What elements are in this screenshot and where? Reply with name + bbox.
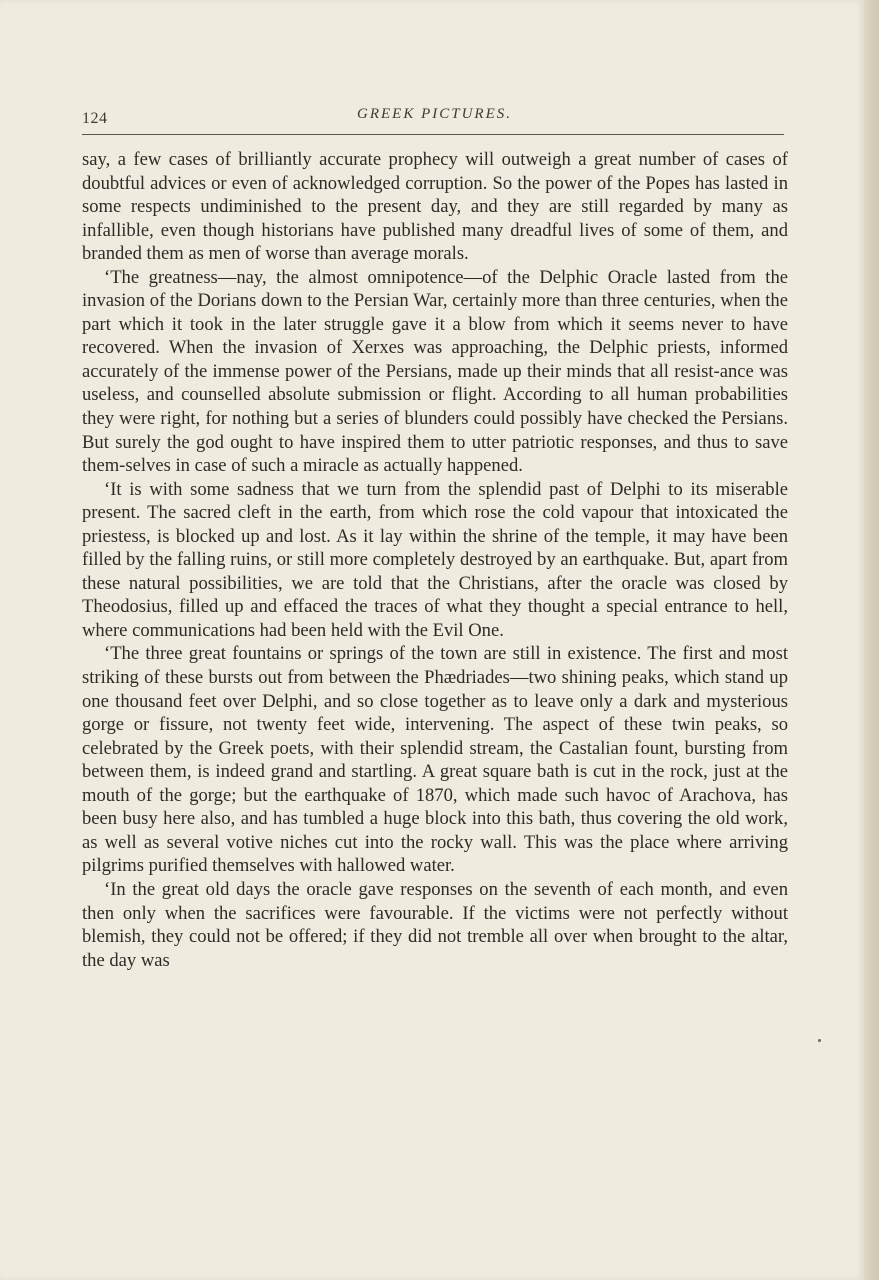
paragraph: ‘In the great old days the oracle gave responses on the seventh of each month, and even then only when the sacrifices were favourable. If the victims were not perfectly without blemish, they could not be offered; if they did not tremble all over when brought to the altar, the day was bbox=[82, 878, 788, 971]
body-text bbox=[82, 148, 788, 972]
paragraph: ‘It is with some sadness that we turn from the splendid past of Delphi to its miserable present. The sacred cleft in the earth, from which rose the cold vapour that intoxicated the priestess, is blocked up and lost. As it lay within the shrine of the temple, it may have been filled by the falling ruins, or still more completely destroyed by an earthquake. But, apart from these natural possibilities, we are told that the Christians, after the oracle was closed by Theodosius, filled up and effaced the traces of what they thought a special entrance to hell, where communications had been held with the Evil One. bbox=[82, 478, 788, 641]
page-edge bbox=[864, 0, 879, 1280]
header-rule bbox=[82, 134, 784, 135]
running-head: GREEK PICTURES. bbox=[357, 106, 512, 122]
paragraph: ‘The three great fountains or springs of the town are still in existence. The first and most striking of these bursts out from between the Phædriades—two shining peaks, which stand up one thousand feet over Delphi, and so close together as to leave only a dark and mysterious gorge or fissure, not twenty feet wide, intervening. The aspect of these twin peaks, so celebrated by the Greek poets, with their splendid stream, the Castalian fount, bursting from between them, is indeed grand and startling. A great square bath is cut in the rock, just at the mouth of the gorge; but the earthquake of 1870, which made such havoc of Arachova, has been busy here also, and has tumbled a huge block into this bath, thus covering the old work, as well as several votive niches cut into the rocky wall. This was the place where arriving pilgrims purified themselves with hallowed water. bbox=[82, 643, 788, 877]
page-header bbox=[82, 104, 787, 134]
paragraph: say, a few cases of brilliantly accurate prophecy will outweigh a great number of cases of doubtful advices or even of acknowledged corruption. So the power of the Popes has lasted in some respects undiminished to the present day, and they are still regarded by many as infallible, even though historians have published many dreadful lives of some of them, and branded them as men of worse than average morals. bbox=[82, 149, 788, 265]
ink-speck bbox=[818, 1039, 821, 1042]
page-number: 124 bbox=[82, 110, 108, 127]
paragraph: ‘The greatness—nay, the almost omnipotence—of the Delphic Oracle lasted from the invasion of the Dorians down to the Persian War, certainly more than three centuries, when the part which it took in the later struggle gave it a blow from which it seems never to have recovered. When the invasion of Xerxes was approaching, the Delphic priests, informed accurately of the immense power of the Persians, made up their minds that all resist-ance was useless, and counselled absolute submission or flight. According to all human probabilities they were right, for nothing but a series of blunders could possibly have checked the Persians. But surely the god ought to have inspired them to utter patriotic responses, and thus to save them-selves in case of such a miracle as actually happened. bbox=[82, 266, 788, 477]
